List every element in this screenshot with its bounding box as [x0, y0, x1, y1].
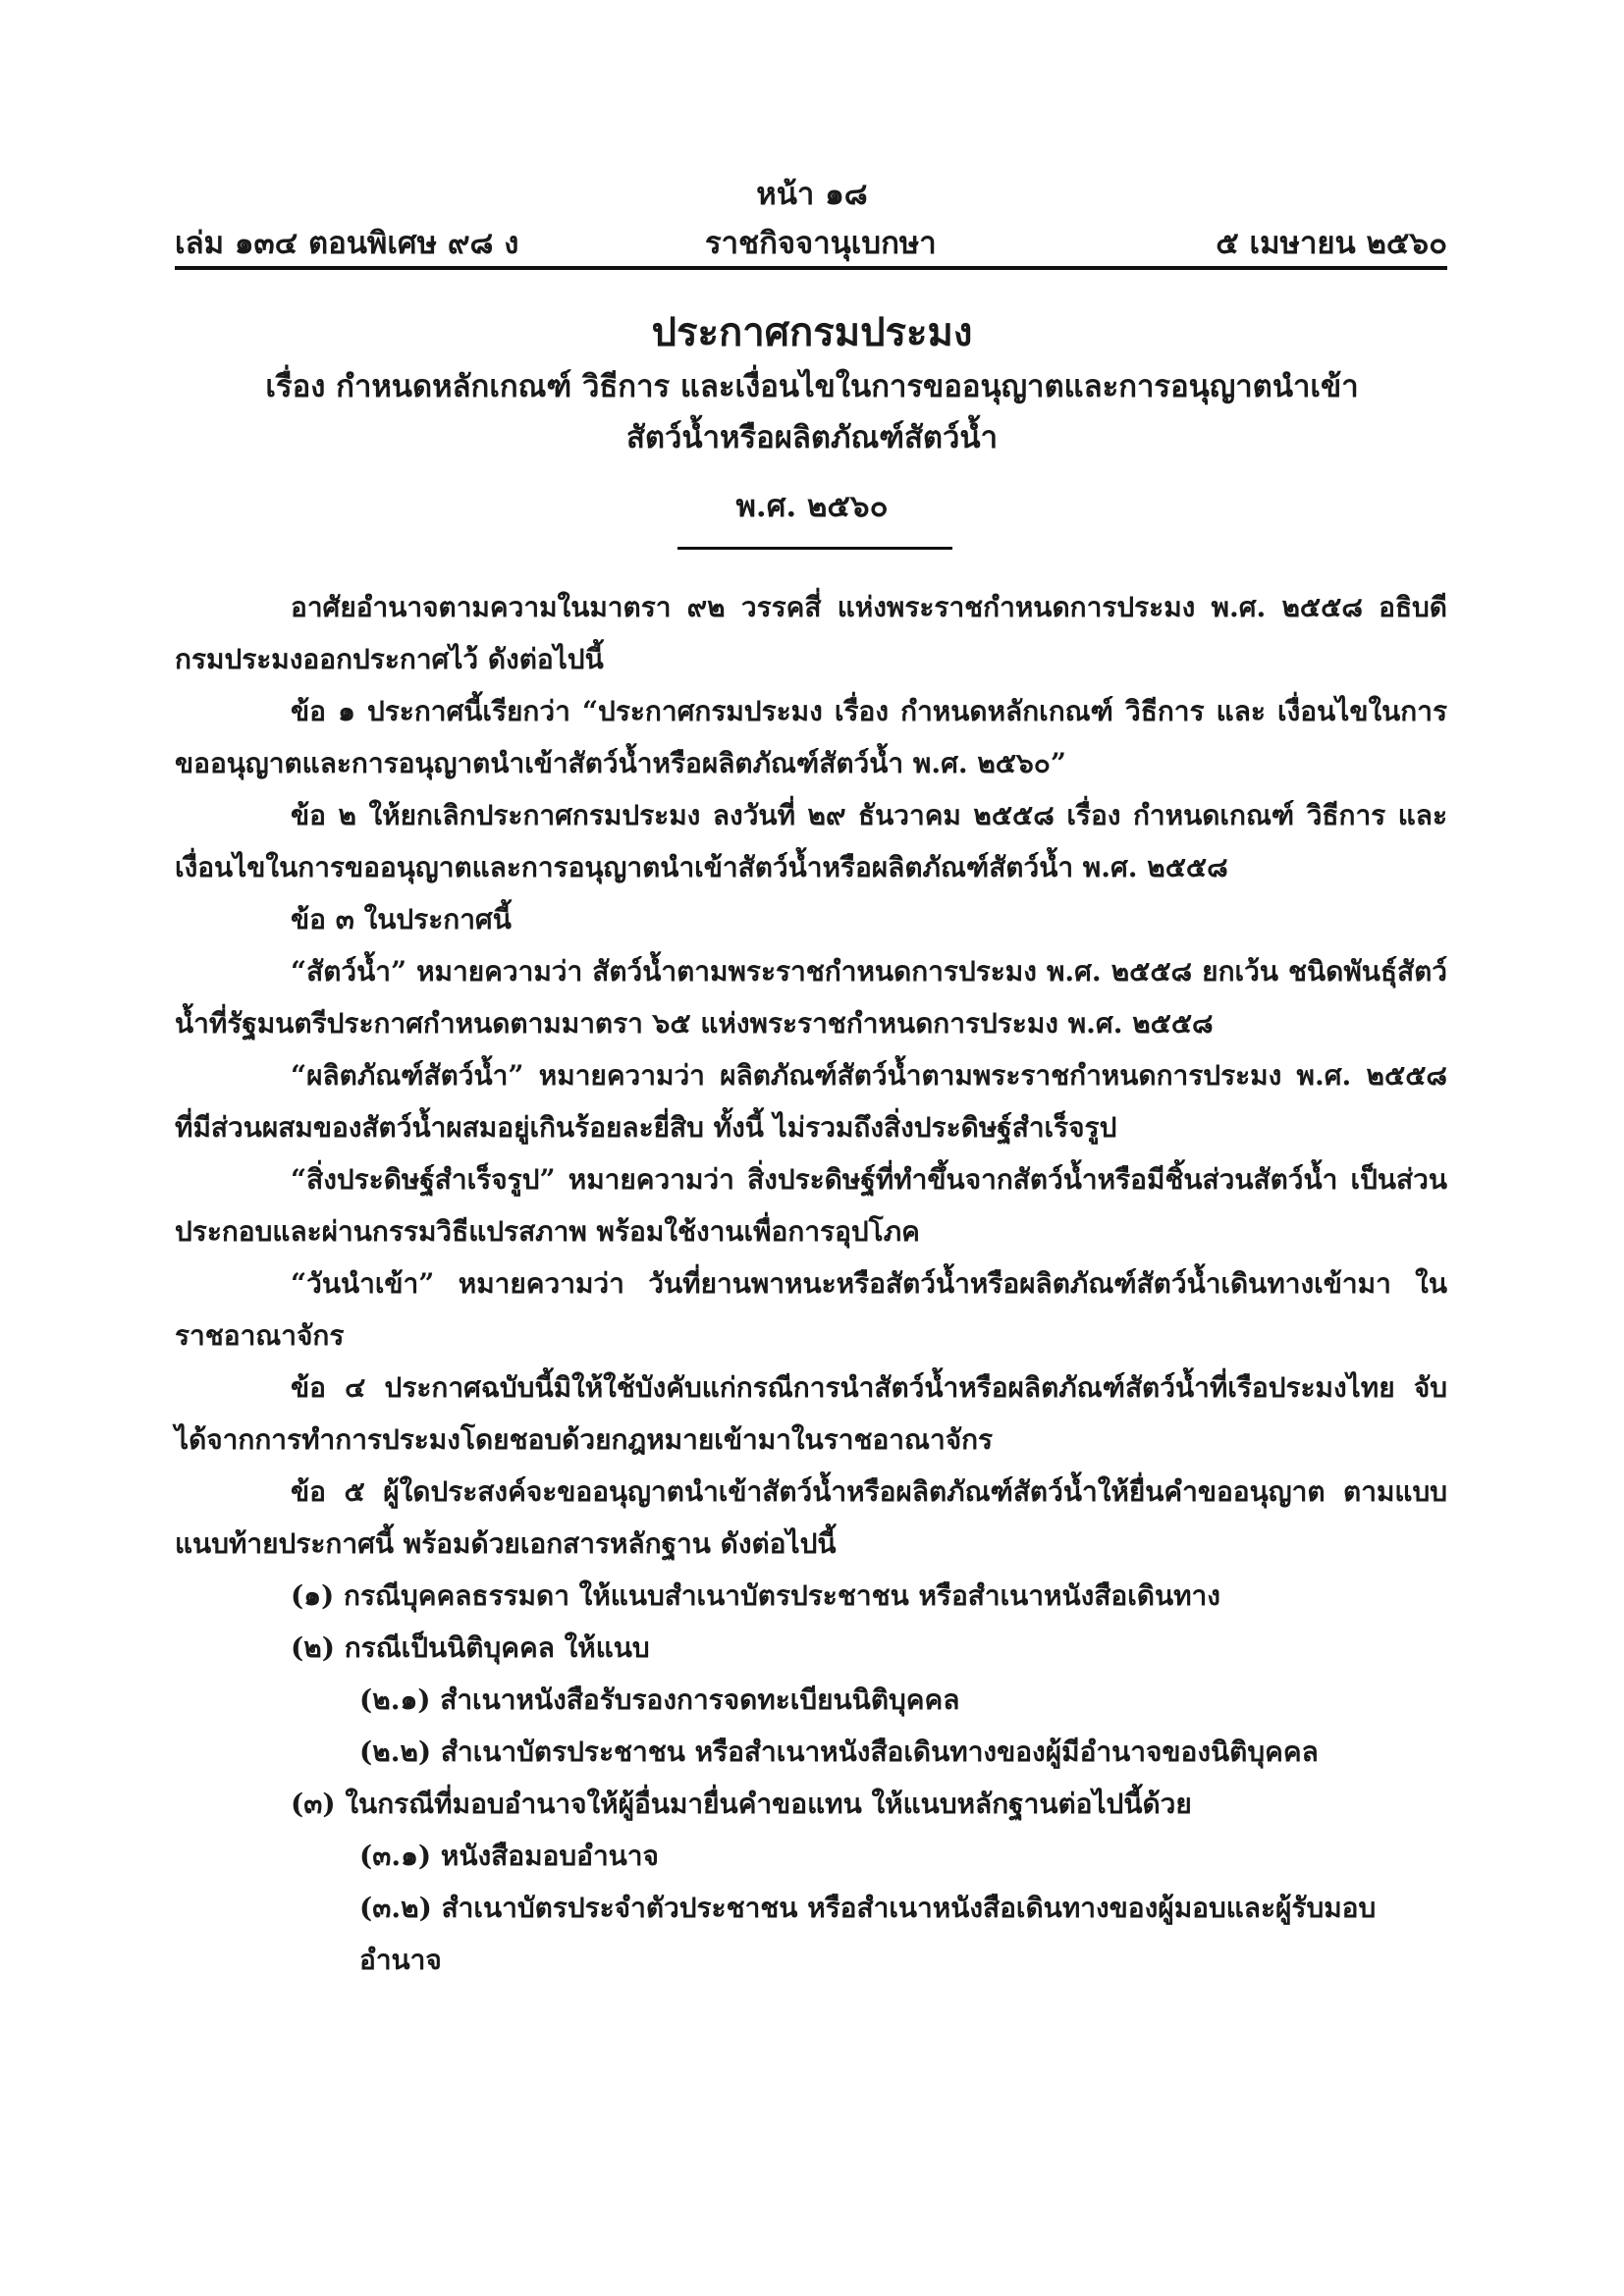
announcement-body	[175, 581, 1447, 1986]
announcement-title: ประกาศกรมประมง	[651, 309, 973, 355]
clause-1: ข้อ ๑ ประกาศนี้เรียกว่า “ประกาศกรมประมง เรื่อง กำหนดหลักเกณฑ์ วิธีการ และ เงื่อนไขในการขออนุญาตและการอนุญาตนำเข้าสัตว์น้ำหรือผลิตภัณฑ์สัตว์น้ำ พ.ศ. ๒๕๖๐”	[175, 695, 1447, 779]
clause-2: ข้อ ๒ ให้ยกเลิกประกาศกรมประมง ลงวันที่ ๒๙ ธันวาคม ๒๕๕๘ เรื่อง กำหนดเกณฑ์ วิธีการ และเงื่อนไขในการขออนุญาตและการอนุญาตนำเข้าสัตว์น้ำหรือผลิตภัณฑ์สัตว์น้ำ พ.ศ. ๒๕๕๘	[175, 799, 1447, 883]
sub-list-item: (๓.๑) หนังสือมอบอำนาจ	[359, 1840, 659, 1872]
definition-import-date: “วันนำเข้า” หมายความว่า วันที่ยานพาหนะหรือสัตว์น้ำหรือผลิตภัณฑ์สัตว์น้ำเดินทางเข้ามา ในราชอาณาจักร	[175, 1267, 1447, 1352]
definition-aquatic-product: “ผลิตภัณฑ์สัตว์น้ำ” หมายความว่า ผลิตภัณฑ์สัตว์น้ำตามพระราชกำหนดการประมง พ.ศ. ๒๕๕๘ ที่มีส่วนผสมของสัตว์น้ำผสมอยู่เกินร้อยละยี่สิบ ทั้งนี้ ไม่รวมถึงสิ่งประดิษฐ์สำเร็จรูป	[175, 1059, 1447, 1144]
list-item: (๒) กรณีเป็นนิติบุคคล ให้แนบ	[291, 1631, 650, 1664]
preamble-paragraph: อาศัยอำนาจตามความในมาตรา ๙๒ วรรคสี่ แห่งพระราชกำหนดการประมง พ.ศ. ๒๕๕๘ อธิบดีกรมประมงออกประกาศไว้ ดังต่อไปนี้	[175, 591, 1447, 675]
publication-name: ราชกิจจานุเบกษา	[705, 226, 937, 261]
announcement-subject	[0, 361, 1624, 463]
definition-aquatic-animal: “สัตว์น้ำ” หมายความว่า สัตว์น้ำตามพระราชกำหนดการประมง พ.ศ. ๒๕๕๘ ยกเว้น ชนิดพันธุ์สัตว์น้ำที่รัฐมนตรีประกาศกำหนดตามมาตรา ๖๕ แห่งพระราชกำหนดการประมง พ.ศ. ๒๕๕๘	[175, 955, 1447, 1040]
sub-list-item: (๓.๒) สำเนาบัตรประจำตัวประชาชน หรือสำเนาหนังสือเดินทางของผู้มอบและผู้รับมอบอำนาจ	[359, 1892, 1377, 1976]
list-item: (๓) ในกรณีที่มอบอำนาจให้ผู้อื่นมายื่นคำขอแทน ให้แนบหลักฐานต่อไปนี้ด้วย	[291, 1788, 1192, 1820]
sub-list-item: (๒.๑) สำเนาหนังสือรับรองการจดทะเบียนนิติบุคคล	[359, 1683, 960, 1716]
clause-5: ข้อ ๕ ผู้ใดประสงค์จะขออนุญาตนำเข้าสัตว์น้ำหรือผลิตภัณฑ์สัตว์น้ำให้ยื่นคำขออนุญาต ตามแบบแนบท้ายประกาศนี้ พร้อมด้วยเอกสารหลักฐาน ดังต่อไปนี้	[175, 1475, 1447, 1560]
gazette-header	[175, 218, 1447, 261]
sub-list-item: (๒.๒) สำเนาบัตรประชาชน หรือสำเนาหนังสือเดินทางของผู้มีอำนาจของนิติบุคคล	[359, 1735, 1319, 1768]
announcement-year: พ.ศ. ๒๕๖๐	[735, 489, 889, 524]
header-divider	[175, 266, 1447, 270]
volume-issue: เล่ม ๑๓๔ ตอนพิเศษ ๙๘ ง	[175, 226, 519, 261]
title-divider	[677, 547, 952, 550]
clause-3: ข้อ ๓ ในประกาศนี้	[291, 903, 512, 935]
list-item: (๑) กรณีบุคคลธรรมดา ให้แนบสำเนาบัตรประชาชน หรือสำเนาหนังสือเดินทาง	[291, 1579, 1220, 1612]
subject-line: สัตว์น้ำหรือผลิตภัณฑ์สัตว์น้ำ	[625, 420, 999, 455]
publication-date: ๕ เมษายน ๒๕๖๐	[1216, 226, 1447, 261]
page-number: หน้า ๑๘	[756, 177, 868, 212]
clause-4: ข้อ ๔ ประกาศฉบับนี้มิให้ใช้บังคับแก่กรณีการนำสัตว์น้ำหรือผลิตภัณฑ์สัตว์น้ำที่เรือประมงไทย จับได้จากการทำการประมงโดยชอบด้วยกฎหมายเข้ามาในราชอาณาจักร	[175, 1371, 1447, 1456]
definition-finished-article: “สิ่งประดิษฐ์สำเร็จรูป” หมายความว่า สิ่งประดิษฐ์ที่ทำขึ้นจากสัตว์น้ำหรือมีชิ้นส่วนสัตว์น้ำ เป็นส่วนประกอบและผ่านกรรมวิธีแปรสภาพ พร้อมใช้งานเพื่อการอุปโภค	[175, 1163, 1447, 1248]
subject-line: เรื่อง กำหนดหลักเกณฑ์ วิธีการ และเงื่อนไขในการขออนุญาตและการอนุญาตนำเข้า	[265, 369, 1359, 404]
